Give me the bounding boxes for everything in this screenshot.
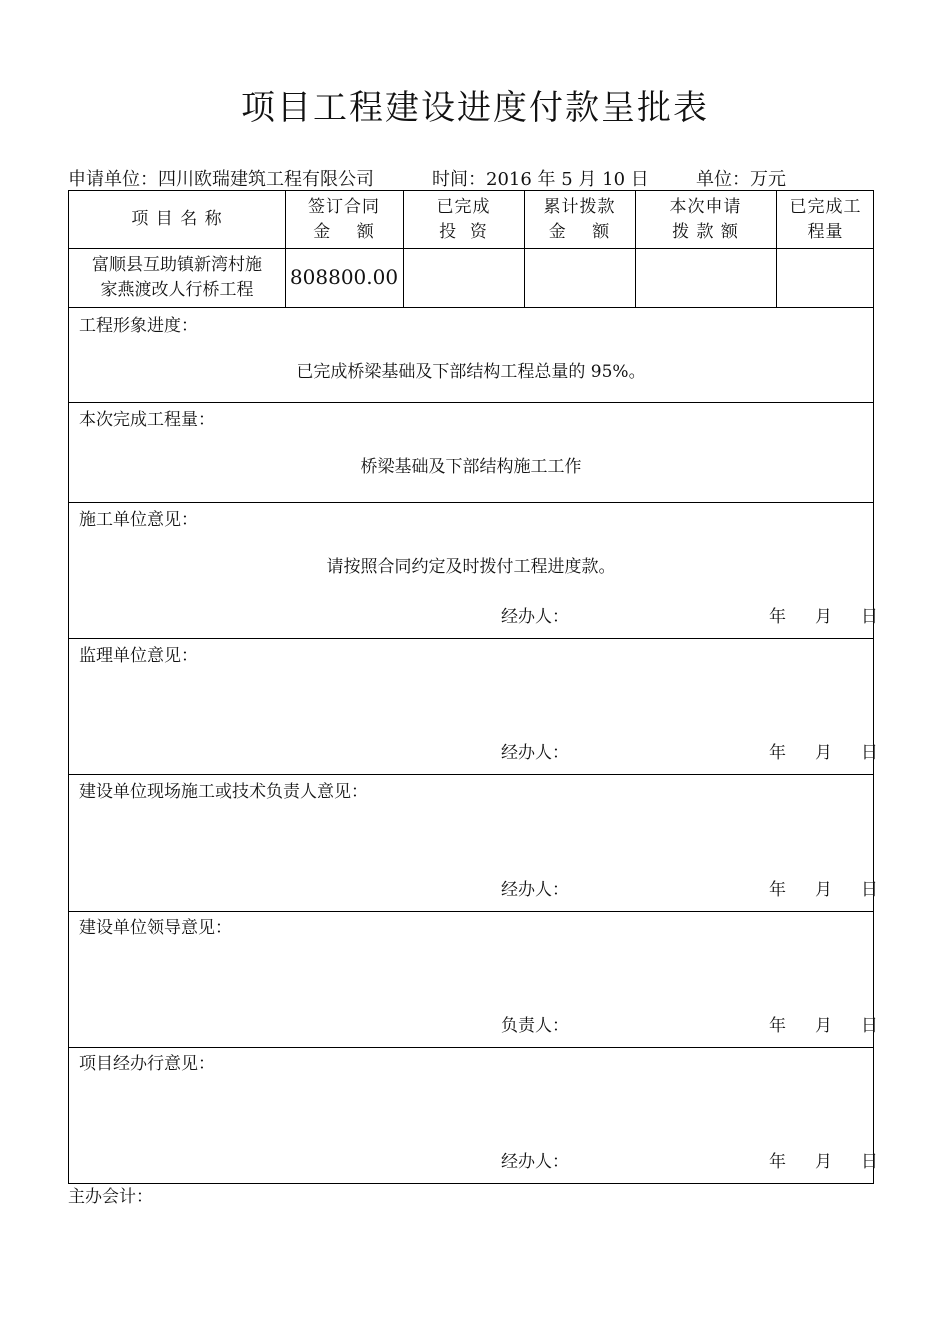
- bank-signer-label: 经办人：: [501, 1152, 569, 1172]
- header-contract-amount: 签订合同 金 额: [308, 196, 380, 242]
- table-divider: [69, 402, 873, 403]
- bank-opinion-label: 项目经办行意见：: [79, 1054, 215, 1074]
- contract-amount-cell: 808800.00: [289, 265, 399, 289]
- progress-content: 已完成桥梁基础及下部结构工程总量的 95%。: [296, 362, 646, 382]
- technical-lead-date: 年 月 日: [769, 880, 878, 900]
- table-divider: [69, 774, 873, 775]
- supervisor-date: 年 月 日: [769, 743, 878, 763]
- completed-work-content: 桥梁基础及下部结构施工工作: [360, 457, 582, 477]
- leadership-signer-label: 负责人：: [501, 1016, 569, 1036]
- header-completed-investment: 已完成 投 资: [436, 196, 491, 242]
- table-divider: [69, 911, 873, 912]
- bank-date: 年 月 日: [769, 1152, 878, 1172]
- technical-lead-opinion-label: 建设单位现场施工或技术负责人意见：: [79, 782, 368, 802]
- cumulative-payment-cell: [524, 248, 635, 307]
- contractor-opinion-content: 请按照合同约定及时拨付工程进度款。: [326, 557, 616, 577]
- approval-form-table: [68, 190, 878, 1184]
- contractor-opinion-label: 施工单位意见：: [79, 510, 198, 530]
- supervisor-opinion-label: 监理单位意见：: [79, 646, 198, 666]
- page-title: 项目工程建设进度付款呈批表: [241, 88, 709, 128]
- leadership-opinion-label: 建设单位领导意见：: [79, 918, 232, 938]
- currency-unit: 单位：万元: [696, 169, 786, 190]
- header-completed-quantity: 已完成工 程量: [789, 196, 862, 242]
- current-request-cell: [635, 248, 776, 307]
- completed-work-label: 本次完成工程量：: [79, 410, 215, 430]
- project-name-cell: 富顺县互助镇新湾村施 家燕渡改人行桥工程: [92, 254, 262, 300]
- leadership-date: 年 月 日: [769, 1016, 878, 1036]
- chief-accountant-label: 主办会计：: [68, 1187, 153, 1207]
- technical-lead-signer-label: 经办人：: [501, 880, 569, 900]
- completed-quantity-cell: [776, 248, 875, 307]
- application-time: 时间：2016 年 5 月 10 日: [432, 169, 649, 190]
- table-divider: [69, 638, 873, 639]
- table-divider: [69, 502, 873, 503]
- completed-investment-cell: [403, 248, 524, 307]
- supervisor-signer-label: 经办人：: [501, 743, 569, 763]
- header-project-name: 项 目 名 称: [131, 209, 223, 229]
- table-divider: [69, 307, 873, 308]
- header-cumulative-payment: 累计拨款 金 额: [543, 196, 616, 242]
- header-current-request: 本次申请 拨 款 额: [669, 196, 742, 242]
- contractor-signer-label: 经办人：: [501, 607, 569, 627]
- contractor-date: 年 月 日: [769, 607, 878, 627]
- progress-label: 工程形象进度：: [79, 316, 198, 336]
- applicant-unit: 申请单位：四川欧瑞建筑工程有限公司: [68, 169, 374, 190]
- table-divider: [69, 1047, 873, 1048]
